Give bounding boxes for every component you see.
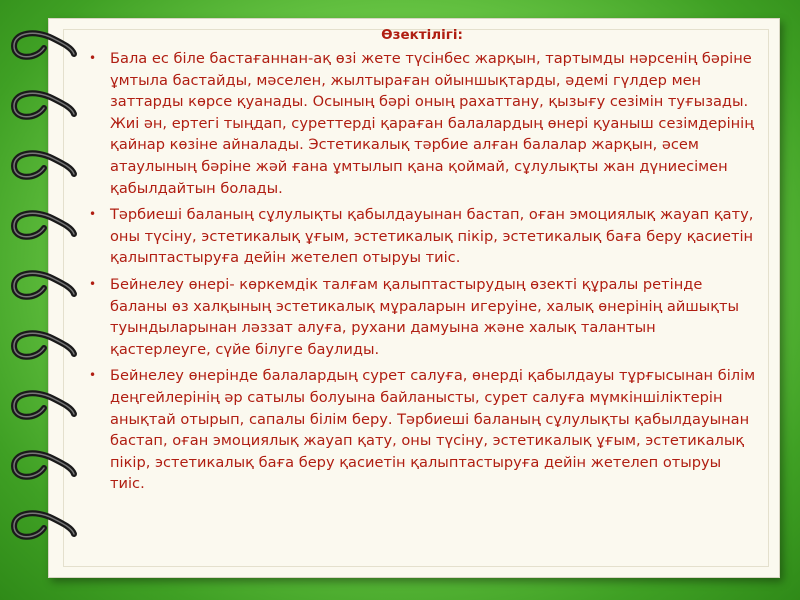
list-item bbox=[86, 274, 758, 360]
paragraph-text: Тәрбиеші баланың сұлулықты қабылдауынан бастап, оған эмоциялық жауап қату, оны түсіну, эстетикалық ұғым, эстетикалық пікір, эстетикалық баға беру қасиетін қалыптастыруға дейін жетелеп отыруы тиіс. bbox=[110, 206, 754, 267]
list-item bbox=[86, 48, 758, 199]
bullet-list bbox=[86, 48, 758, 495]
bullet-marker: • bbox=[89, 207, 97, 222]
notebook-spiral-ring-icon bbox=[8, 446, 78, 486]
notebook-spiral-ring-icon bbox=[8, 206, 78, 246]
list-item bbox=[86, 365, 758, 495]
slide-content bbox=[86, 24, 758, 500]
notebook-spiral-ring-icon bbox=[8, 326, 78, 366]
paragraph-text: Бейнелеу өнерінде балалардың сурет салуға, өнерді қабылдауы тұрғысынан білім деңгейлерінің әр сатылы болуына байланысты, сурет салуға мүмкіншіліктерін анықтай отырып, сапалы білім беру. Тәрбиеші баланың сұлулықты қабылдауынан бастап, оған эмоциялық жауап қату, оны түсіну, эстетикалық ұғым, эстетикалық пікір, эстетикалық баға беру қасиетін қалыптастыруға дейін жетелеп отыруы тиіс. bbox=[110, 367, 756, 493]
notebook-spiral-ring-icon bbox=[8, 506, 78, 546]
list-item bbox=[86, 204, 758, 269]
paragraph-text: Бейнелеу өнері- көркемдік талғам қалыптастырудың өзекті құралы ретінде баланы өз халқының эстетикалық мұраларын игеруіне, халық өнерінің айшықты туындыларынан ләззат алуға, рухани дамуына және халық талантын қастерлеуге, сүйе білуге баулиды. bbox=[110, 275, 740, 358]
notebook-spiral-ring-icon bbox=[8, 86, 78, 126]
notebook-spiral-ring-icon bbox=[8, 266, 78, 306]
notebook-spiral-ring-icon bbox=[8, 386, 78, 426]
section-title: Өзектілігі: bbox=[381, 27, 463, 43]
bullet-marker: • bbox=[89, 368, 97, 383]
bullet-marker: • bbox=[89, 276, 97, 291]
paragraph-text: Бала ес біле бастағаннан-ақ өзі жете түсінбес жарқын, тартымды нәрсенің бәріне ұмтыла бастайды, мәселен, жылтыраған ойыншықтарды, әдемі гүлдер мен заттарды көрсе қуанады. Осының бәрі оның рахаттану, қызығу сезімін туғызады. Жиі ән, ертегі тыңдап, суреттерді қараған балалардың өнері қуаныш сезімдерінің қайнар көзіне айналады. Эстетикалық тәрбие алған балалар жарқын, әсем атаулының бәріне жәй ғана ұмтылып қана қоймай, сұлулықты жан дүниесімен қабылдайтын болады. bbox=[110, 50, 754, 197]
notebook-spiral-ring-icon bbox=[8, 26, 78, 66]
bullet-marker: • bbox=[89, 51, 97, 65]
notebook-spiral-ring-icon bbox=[8, 146, 78, 186]
spiral-binding bbox=[0, 0, 80, 600]
